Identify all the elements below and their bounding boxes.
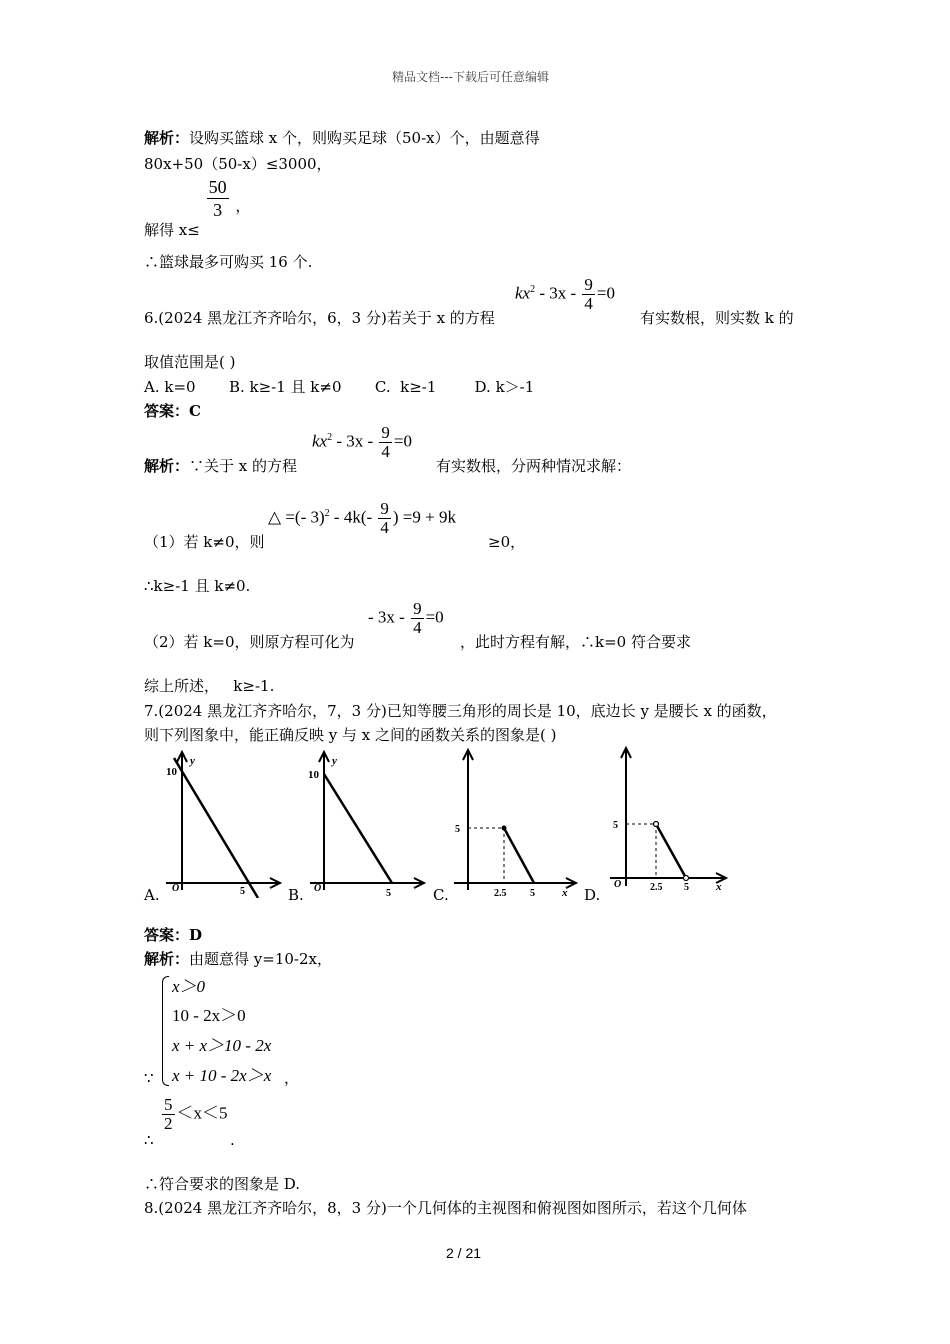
case2-rhs: =0 [425, 607, 444, 627]
page-header: 精品文档---下载后可任意编辑 [392, 70, 549, 84]
y-label: y [190, 755, 195, 767]
q6-answer [144, 401, 201, 421]
eq-sup: 2 [530, 283, 536, 295]
system-line-4: x + 10 - 2x＞x [172, 1066, 272, 1085]
case1-den: 4 [380, 518, 389, 537]
q5-conclusion: ∴篮球最多可购买 16 个. [144, 253, 313, 271]
case1-left: △ =(- 3) [268, 507, 325, 527]
graph-d-label: D. [584, 886, 601, 904]
system-brace [162, 976, 169, 1086]
q6-stem-part3: 取值范围是( ) [144, 353, 236, 371]
eq-den: 4 [584, 294, 593, 313]
answer-value: C [189, 402, 201, 420]
eq-num: 9 [584, 275, 593, 294]
range-suffix: . [230, 1131, 235, 1149]
graph-line [324, 774, 392, 883]
system-line-2: 10 - 2x＞0 [172, 1006, 246, 1025]
frac-num: 50 [208, 177, 227, 197]
q7-stem-line1: 7.(2024 黑龙江齐齐哈尔，7，3 分)已知等腰三角形的周长是 10，底边长 y 是腰长 x 的函数， [144, 702, 777, 720]
graph-b [306, 748, 428, 898]
graph-c-label: C. [433, 886, 449, 904]
eq-lhs: kx [515, 283, 531, 303]
tick-2-5: 2.5 [494, 888, 507, 898]
case1-frac [378, 500, 391, 537]
range-frac [162, 1096, 175, 1133]
graph-line [504, 828, 534, 883]
q6-analysis-equation [312, 424, 412, 461]
system-suffix: ， [284, 1069, 300, 1087]
q7-stem-line2: 则下列图象中，能正确反映 y 与 x 之间的函数关系的图象是( ) [144, 726, 557, 744]
system-line-3: x + x＞10 - 2x [172, 1036, 272, 1055]
eq-lhs: kx [312, 431, 328, 451]
eq-rhs: =0 [596, 283, 616, 303]
eq-num: 9 [381, 423, 390, 442]
x-label: x [716, 881, 722, 893]
q6-equation [515, 276, 615, 313]
fraction-50-3 [207, 176, 229, 221]
tick-5-x: 5 [530, 888, 535, 898]
answer-value: D [189, 926, 203, 944]
case2-frac [411, 600, 424, 637]
origin: O [614, 879, 622, 890]
origin: O [172, 883, 180, 894]
case2-equation [368, 600, 444, 637]
range-num: 5 [164, 1095, 173, 1114]
analysis-label: 解析： [144, 457, 190, 475]
eq-mid: - 3x - [332, 431, 378, 451]
x-label: x [562, 887, 568, 898]
graph-line [174, 758, 258, 898]
analysis-label: 解析： [144, 129, 190, 147]
eq-mid: - 3x - [535, 283, 581, 303]
solve-suffix: ， [235, 196, 251, 215]
frac-den: 3 [213, 200, 223, 220]
case2-prefix: （2）若 k=0，则原方程可化为 [144, 633, 355, 651]
q7-answer [144, 925, 202, 945]
case2-num: 9 [413, 599, 422, 618]
closed-endpoint [502, 826, 507, 831]
case1-prefix: （1）若 k≠0，则 [144, 533, 265, 551]
analysis-text: 设购买篮球 x 个，则购买足球（50-x）个，由题意得 [189, 129, 540, 147]
tick-2-5: 2.5 [650, 882, 663, 893]
case1-right: ) =9 + 9k [392, 507, 456, 527]
graph-c [450, 748, 580, 898]
q7-conclusion: ∴符合要求的图象是 D. [144, 1175, 301, 1193]
therefore-symbol: ∴ [144, 1131, 154, 1149]
tick-5-y: 5 [613, 820, 618, 831]
graph-line [656, 824, 686, 878]
analysis-label: 解析： [144, 950, 190, 968]
case1-result: ∴k≥-1 且 k≠0. [144, 577, 251, 595]
y-label: y [332, 755, 337, 767]
eq-den: 4 [381, 442, 390, 461]
case1-sup: 2 [324, 507, 330, 519]
open-endpoint-top [654, 822, 659, 827]
case1-equation [268, 500, 456, 537]
eq-frac [379, 424, 392, 461]
q7-analysis [144, 949, 332, 969]
tick-5: 5 [240, 886, 245, 897]
tick-10: 10 [166, 766, 177, 778]
q5-analysis-line [144, 128, 540, 148]
analysis-part1: ∵关于 x 的方程 [189, 457, 298, 475]
graph-a [160, 748, 282, 898]
case1-mid: - 4k(- [329, 507, 377, 527]
tick-5-y: 5 [455, 824, 460, 835]
tick-10: 10 [308, 769, 319, 781]
case2-eq: - 3x - [368, 607, 410, 627]
case1-num: 9 [380, 499, 389, 518]
q5-inequality: 80x+50（50-x）≤3000， [144, 155, 332, 173]
range-den: 2 [164, 1114, 173, 1133]
q8-stem-line1: 8.(2024 黑龙江齐齐哈尔，8，3 分)一个几何体的主视图和俯视图如图所示，若这个几何体 [144, 1199, 747, 1217]
q6-options: A. k=0 B. k≥-1 且 k≠0 C. k≥-1 D. k＞-1 [144, 378, 535, 396]
answer-label: 答案： [144, 926, 190, 944]
origin: O [314, 883, 322, 894]
range-expression [160, 1096, 228, 1133]
q6-analysis-part2: 有实数根，分两种情况求解： [436, 457, 632, 475]
analysis-text: 由题意得 y=10-2x， [189, 950, 332, 968]
q6-stem-part1: 6.(2024 黑龙江齐齐哈尔，6，3 分)若关于 x 的方程 [144, 309, 495, 327]
system-line-1: x＞0 [172, 977, 206, 996]
tick-5: 5 [386, 888, 391, 898]
graph-b-label: B. [288, 886, 304, 904]
eq-sup: 2 [327, 431, 333, 443]
q6-summary: 综上所述， k≥-1. [144, 677, 275, 695]
tick-5-x: 5 [684, 882, 689, 893]
q6-analysis-part1 [144, 456, 297, 476]
case2-suffix: ，此时方程有解，∴k=0 符合要求 [460, 633, 691, 651]
page-number: 2 / 21 [446, 1245, 482, 1261]
case1-suffix: ≥0， [488, 533, 526, 551]
graph-d [604, 744, 734, 894]
q6-stem-part2: 有实数根，则实数 k 的 [640, 309, 794, 327]
case2-den: 4 [413, 618, 422, 637]
because-symbol: ∵ [144, 1069, 154, 1087]
solve-prefix: 解得 x≤ [144, 220, 200, 239]
answer-label: 答案： [144, 402, 190, 420]
eq-frac [582, 276, 595, 313]
q5-solve-line [144, 176, 251, 239]
graph-a-label: A. [144, 886, 160, 904]
range-rest: ＜x＜5 [176, 1103, 228, 1123]
open-endpoint-bottom [684, 876, 689, 881]
eq-rhs: =0 [393, 431, 413, 451]
